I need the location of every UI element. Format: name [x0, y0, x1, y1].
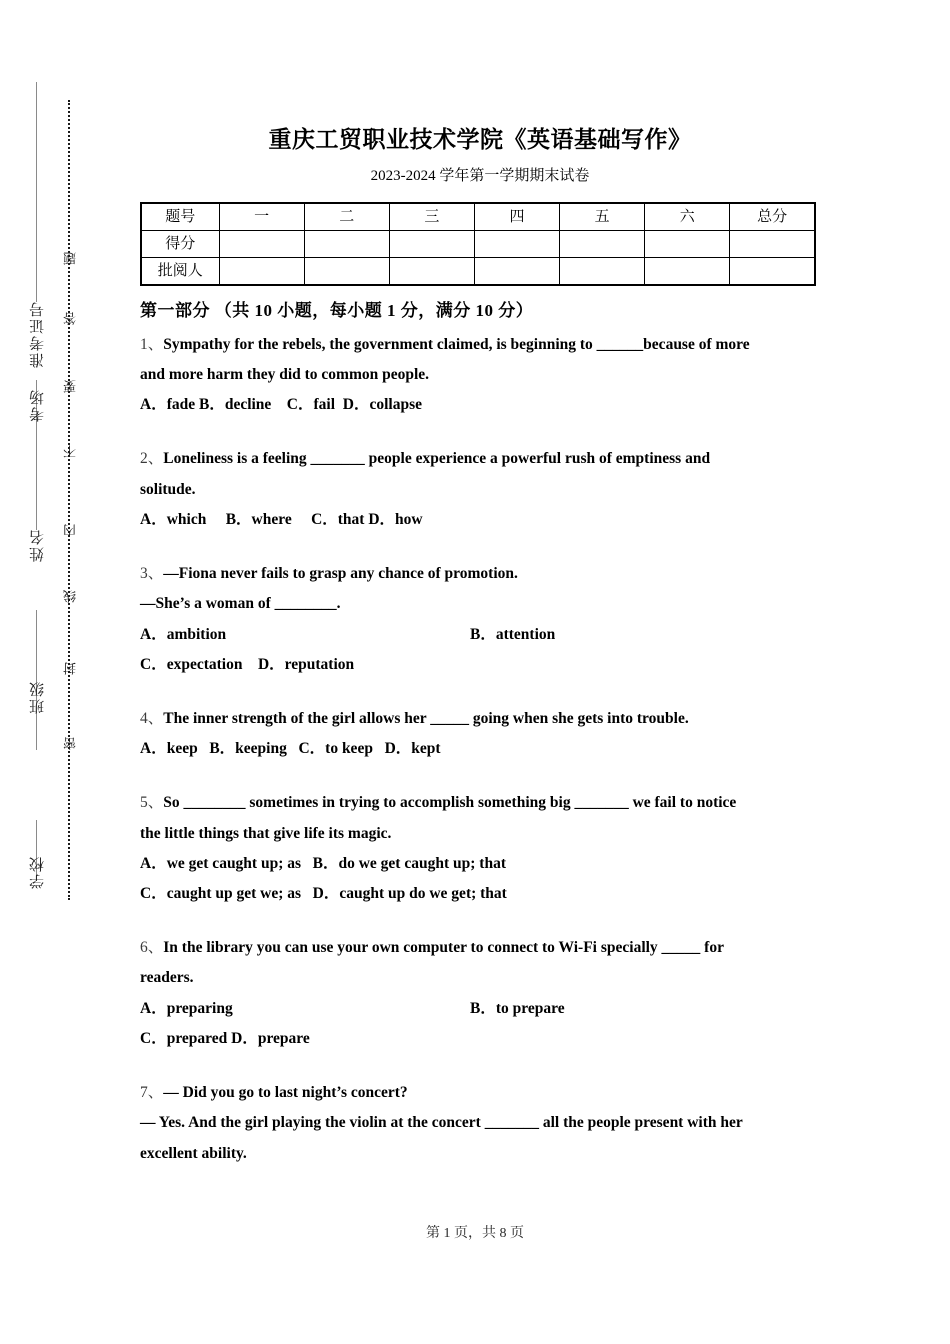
table-row [141, 203, 815, 231]
seal-solid-rule-top [36, 82, 37, 302]
sidebar-label-xuexiao: 学校 [30, 855, 46, 889]
score-table-cell[interactable] [645, 258, 730, 286]
question-text-line: 1、Sympathy for the rebels, the government claimed, is beginning to ______because of more [140, 335, 750, 353]
seal-char-xian: 线 [63, 588, 78, 603]
seal-char-feng: 封 [63, 660, 78, 675]
question-block [140, 324, 820, 421]
score-table-cell[interactable] [474, 258, 559, 286]
option-line[interactable] [140, 620, 820, 650]
sealing-line-sidebar [0, 0, 130, 1344]
question-spacer [140, 909, 820, 927]
score-table-cell[interactable]: 二 [304, 203, 389, 231]
score-table-cell[interactable]: 一 [219, 203, 304, 231]
question-block [140, 1072, 820, 1169]
question-block [140, 438, 820, 535]
question-text-line: 3、—Fiona never fails to grasp any chance of promotion. [140, 565, 518, 583]
seal-char-ti: 题 [63, 250, 78, 265]
score-table-cell[interactable] [474, 231, 559, 258]
score-table-cell[interactable]: 三 [389, 203, 474, 231]
sidebar-label-zhunkaozhenghao: 准考证号 [30, 300, 46, 368]
score-table-cell[interactable] [730, 231, 815, 258]
question-text-line: the little things that give life its magic. [140, 824, 392, 842]
page-title: 重庆工贸职业技术学院《英语基础写作》 [268, 127, 692, 153]
question-block [140, 927, 820, 1054]
score-table-cell[interactable]: 六 [645, 203, 730, 231]
question-number: 5、 [140, 794, 164, 812]
score-table-cell[interactable]: 五 [560, 203, 645, 231]
score-table-cell[interactable] [389, 231, 474, 258]
option-item[interactable]: B．to prepare [470, 999, 565, 1017]
question-text-line: solitude. [140, 480, 196, 498]
option-line[interactable]: A．keep B．keeping C．to keep D．kept [140, 740, 441, 758]
seal-char-nei: 内 [63, 522, 78, 537]
score-table-cell[interactable] [560, 231, 645, 258]
document-body [140, 0, 820, 1169]
option-line[interactable]: A．which B．where C．that D．how [140, 510, 423, 528]
question-text-line: 7、— Did you go to last night’s concert? [140, 1084, 408, 1102]
score-table-cell[interactable] [645, 231, 730, 258]
score-table-cell[interactable] [304, 258, 389, 286]
option-line[interactable]: A．we get caught up; as B．do we get caught up; that [140, 854, 506, 872]
option-item[interactable]: B．attention [470, 625, 556, 643]
seal-char-bu: 不 [63, 443, 78, 458]
score-table-row-label: 批阅人 [141, 258, 219, 286]
section-heading: 第一部分 （共 10 小题，每小题 1 分，满分 10 分） [140, 301, 534, 321]
question-spacer [140, 420, 820, 438]
question-spacer [140, 1054, 820, 1072]
score-table-cell[interactable]: 四 [474, 203, 559, 231]
question-number: 1、 [140, 335, 164, 353]
score-table-cell[interactable] [219, 258, 304, 286]
seal-char-mi: 密 [63, 735, 78, 750]
score-table-cell[interactable] [304, 231, 389, 258]
sidebar-label-banji: 班级 [30, 680, 46, 714]
question-text-line: excellent ability. [140, 1144, 247, 1162]
question-number: 2、 [140, 450, 164, 468]
score-table-cell[interactable] [219, 231, 304, 258]
option-line[interactable] [140, 994, 820, 1024]
question-spacer [140, 764, 820, 782]
seal-char-yao: 要 [63, 378, 78, 393]
question-text-line: 5、So ________ sometimes in trying to accomplish something big _______ we fail to notice [140, 794, 737, 812]
question-text-line: 4、The inner strength of the girl allows her _____ going when she gets into trouble. [140, 709, 689, 727]
score-table-cell[interactable] [560, 258, 645, 286]
question-block [140, 698, 820, 764]
score-table-row-label: 得分 [141, 231, 219, 258]
question-text-line: —She’s a woman of ________. [140, 595, 341, 613]
question-spacer [140, 680, 820, 698]
seal-char-da: 答 [63, 310, 78, 325]
option-item[interactable]: A．ambition [140, 625, 227, 643]
page-footer: 第 1 页，共 8 页 [426, 1226, 524, 1241]
score-table [140, 202, 816, 286]
page-subtitle: 2023-2024 学年第一学期期末试卷 [370, 167, 590, 184]
sections-root [140, 286, 820, 1169]
question-text-line: readers. [140, 969, 194, 987]
table-row [141, 231, 815, 258]
question-text-line: 6、In the library you can use your own computer to connect to Wi-Fi specially _____ for [140, 939, 724, 957]
question-number: 4、 [140, 709, 164, 727]
sidebar-label-xingming: 姓名 [30, 528, 46, 562]
option-line[interactable]: A．fade B．decline C．fail D．collapse [140, 396, 422, 414]
option-line[interactable]: C．expectation D．reputation [140, 655, 355, 673]
score-table-row-label: 题号 [141, 203, 219, 231]
score-table-cell[interactable] [730, 258, 815, 286]
option-line[interactable]: C．prepared D．prepare [140, 1029, 310, 1047]
option-line[interactable]: C．caught up get we; as D．caught up do we get; that [140, 885, 507, 903]
question-block [140, 553, 820, 680]
question-spacer [140, 535, 820, 553]
question-number: 7、 [140, 1084, 164, 1102]
question-text-line: and more harm they did to common people. [140, 365, 430, 383]
question-number: 6、 [140, 939, 164, 957]
question-block [140, 782, 820, 909]
question-text-line: 2、Loneliness is a feeling _______ people experience a powerful rush of emptiness and [140, 450, 711, 468]
sidebar-label-kaochang: 考场 [30, 388, 46, 422]
table-row [141, 258, 815, 286]
seal-dotted-rule [68, 100, 70, 900]
question-number: 3、 [140, 565, 164, 583]
question-text-line: — Yes. And the girl playing the violin at the concert _______ all the people present with her [140, 1114, 743, 1132]
score-table-body [141, 203, 815, 285]
option-item[interactable]: A．preparing [140, 999, 233, 1017]
score-table-cell[interactable] [389, 258, 474, 286]
score-table-cell[interactable]: 总分 [730, 203, 815, 231]
